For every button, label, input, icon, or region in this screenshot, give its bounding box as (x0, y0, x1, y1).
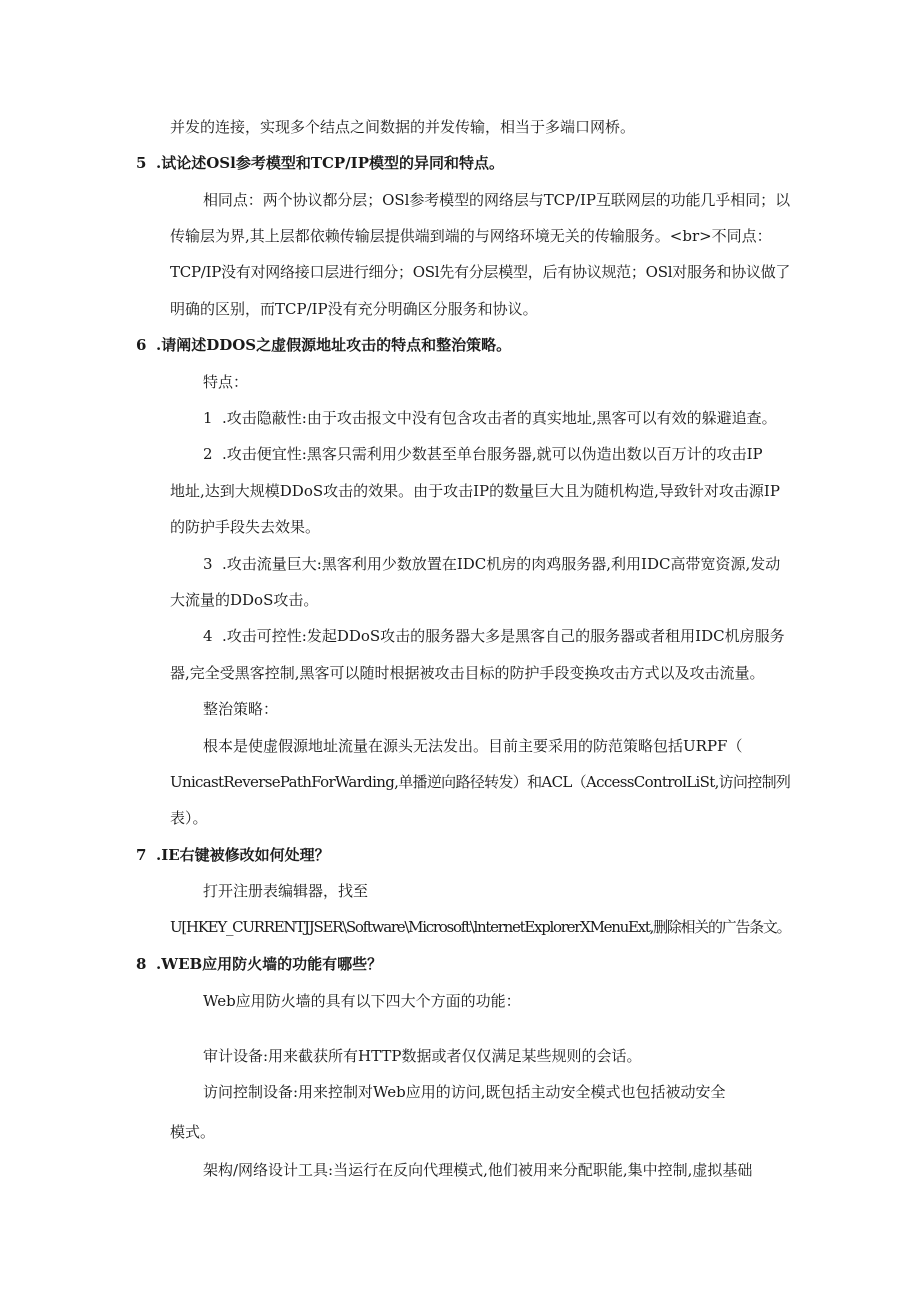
text-line: 表）。 (170, 809, 208, 827)
text-line: TCP/IP没有对网络接口层进行细分；OSl先有分层模型，后有协议规范；OSl对服务和协议做了 (170, 263, 791, 281)
question-7-number: 7 (136, 846, 147, 864)
text-line: U[HKEY_CURRENTJJSER\Software\Microsoft\lnternetExplorerXMenuExt,删除相关的广告条文。 (170, 918, 791, 936)
text-line: 模式。 (170, 1123, 216, 1141)
text-line: 地址,达到大规模DDoS攻击的效果。由于攻击IP的数量巨大且为随机构造,导致针对攻击源IP (170, 482, 780, 500)
text-line: 大流量的DDoS攻击。 (170, 591, 319, 609)
text-line: 访问控制设备:用来控制对Web应用的访问,既包括主动安全模式也包括被动安全 (203, 1083, 726, 1101)
text-line: 审计设备:用来截获所有HTTP数据或者仅仅满足某些规则的会话。 (203, 1047, 642, 1065)
text-line: UnicastReversePathForWarding,单播逆向路径转发）和ACL（AccessControlLiSt,访问控制列 (170, 773, 791, 791)
text-line: 架构/网络设计工具:当运行在反向代理模式,他们被用来分配职能,集中控制,虚拟基础 (203, 1161, 753, 1179)
question-8-heading: .WEB应用防火墙的功能有哪些？ (156, 955, 383, 973)
point-4-text: .攻击可控性:发起DDoS攻击的服务器大多是黑客自己的服务器或者租用IDC机房服务 (222, 627, 785, 645)
text-line: 特点： (203, 373, 249, 391)
point-4-number: 4 (203, 627, 213, 645)
point-3-number: 3 (203, 555, 213, 573)
question-5-heading: .试论述OSl参考模型和TCP/IP模型的异同和特点。 (156, 154, 504, 172)
point-3-text: .攻击流量巨大:黑客利用少数放置在IDC机房的肉鸡服务器,利用IDC高带宽资源,发动 (222, 555, 781, 573)
text-line: 传输层为界,其上层都依赖传输层提供端到端的与网络环境无关的传输服务。<br>不同点： (170, 227, 772, 245)
question-6-number: 6 (136, 336, 147, 354)
question-6-heading: .请阐述DDOS之虚假源地址攻击的特点和整治策略。 (156, 336, 512, 354)
text-line: 根本是使虚假源地址流量在源头无法发出。目前主要采用的防范策略包括URPF（ (203, 737, 743, 755)
text-line: 打开注册表编辑器，找至 (203, 882, 369, 900)
point-2-number: 2 (203, 445, 213, 463)
question-8-number: 8 (136, 955, 147, 973)
text-line: 相同点：两个协议都分层；OSl参考模型的网络层与TCP/IP互联网层的功能几乎相同；以 (203, 191, 791, 209)
point-2-text: .攻击便宜性:黑客只需利用少数甚至单台服务器,就可以伪造出数以百万计的攻击IP (222, 445, 763, 463)
question-5-number: 5 (136, 154, 147, 172)
text-line: Web应用防火墙的具有以下四大个方面的功能： (203, 992, 521, 1010)
text-line: 器,完全受黑客控制,黑客可以随时根据被攻击目标的防护手段变换攻击方式以及攻击流量。 (170, 664, 765, 682)
text-line: 的防护手段失去效果。 (170, 518, 321, 536)
question-7-heading: .IE右键被修改如何处理？ (156, 846, 330, 864)
text-line: 整治策略： (203, 700, 279, 718)
text-line: 明确的区别，而TCP/IP没有充分明确区分服务和协议。 (170, 300, 538, 318)
point-1-text: .攻击隐蔽性:由于攻击报文中没有包含攻击者的真实地址,黑客可以有效的躲避追查。 (222, 409, 777, 427)
point-1-number: 1 (203, 409, 213, 427)
text-line: 并发的连接，实现多个结点之间数据的并发传输，相当于多端口网桥。 (170, 118, 636, 136)
